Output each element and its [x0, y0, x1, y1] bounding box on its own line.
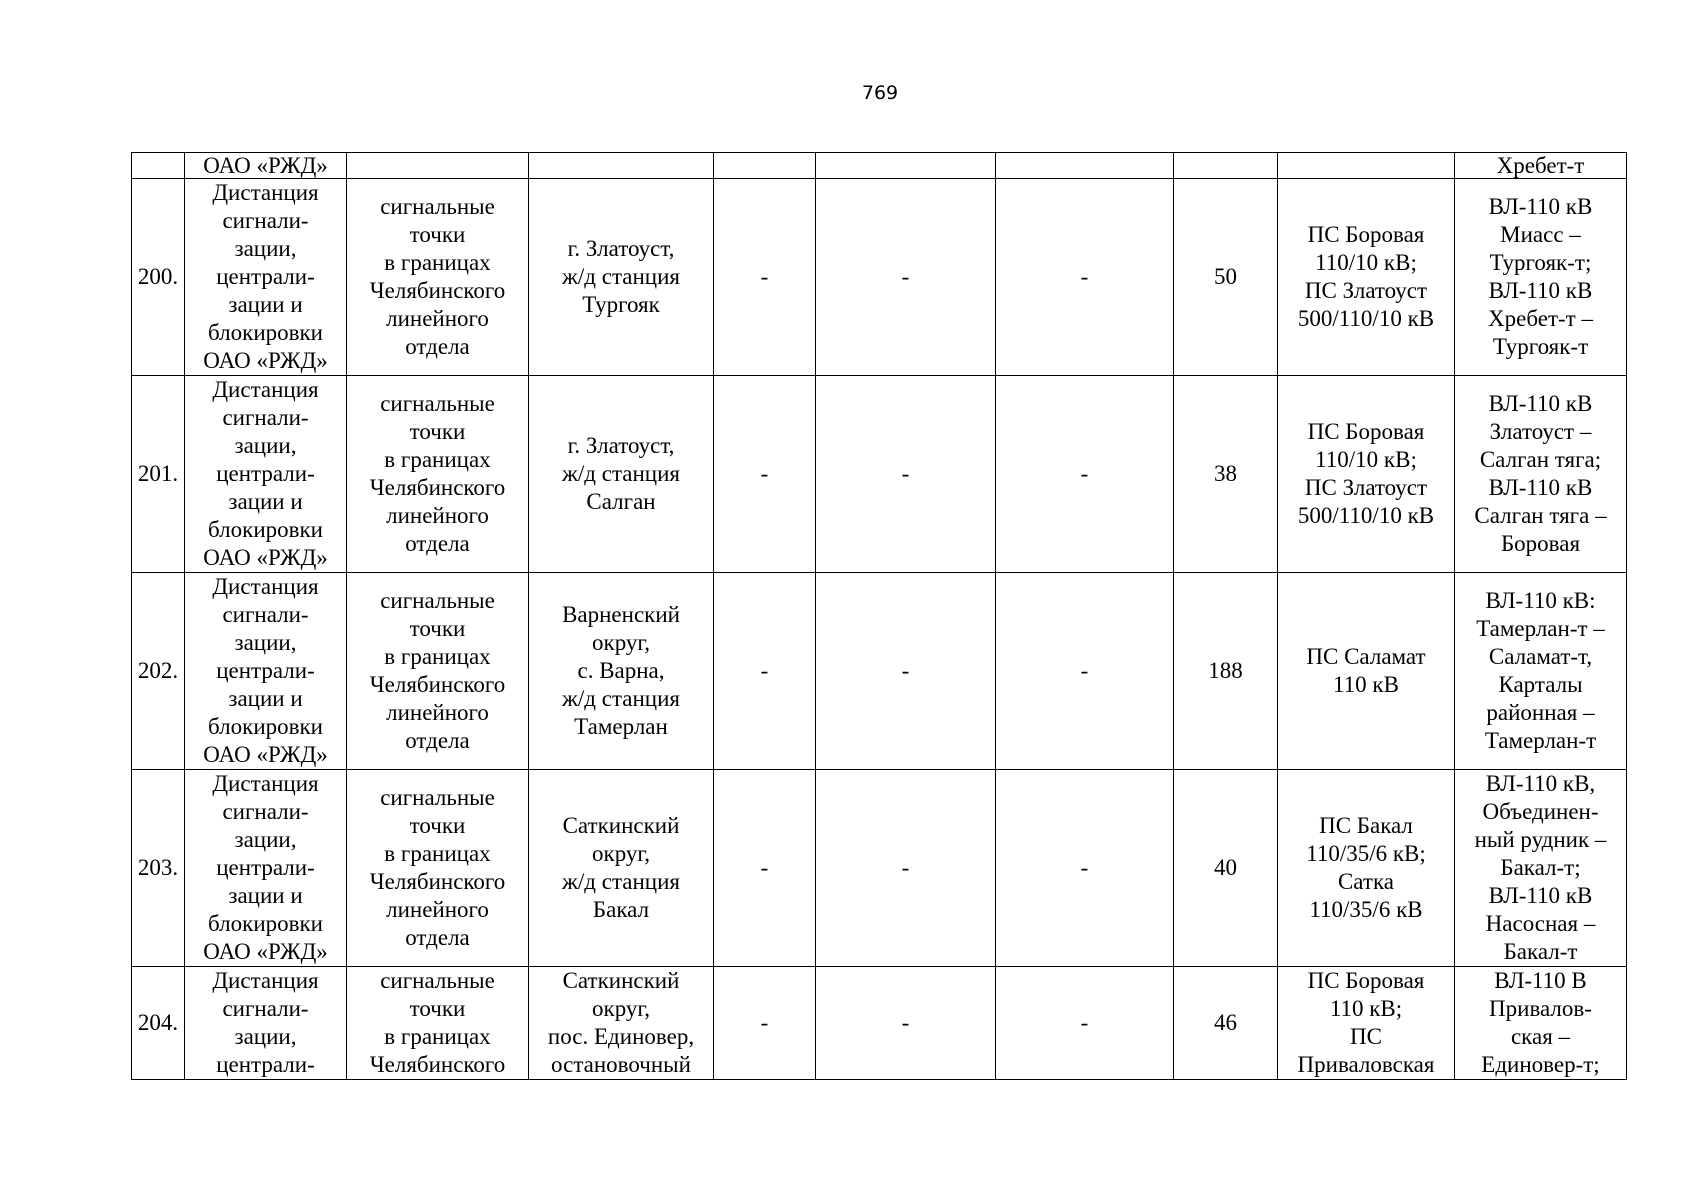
cell-power: 50 — [1174, 179, 1278, 376]
cell-num: 200. — [132, 179, 185, 376]
cell-substation — [1278, 153, 1455, 179]
cell-org: Дистанция сигнали- зации, централи- зации и блокировки ОАО «РЖД» — [185, 770, 347, 967]
cell-col5: - — [714, 967, 816, 1080]
cell-org: Дистанция сигнали- зации, централи- зации и блокировки ОАО «РЖД» — [185, 376, 347, 573]
cell-object: сигнальные точки в границах Челябинского — [347, 967, 529, 1080]
table-row-truncated — [132, 967, 1627, 1080]
cell-power — [1174, 153, 1278, 179]
cell-col7 — [996, 153, 1174, 179]
cell-location: Саткинский округ, пос. Единовер, остановочный — [529, 967, 714, 1080]
cell-col7: - — [996, 179, 1174, 376]
cell-col5: - — [714, 770, 816, 967]
cell-substation: ПС Боровая 110/10 кВ; ПС Златоуст 500/110/10 кВ — [1278, 376, 1455, 573]
cell-object: сигнальные точки в границах Челябинского линейного отдела — [347, 376, 529, 573]
cell-org: ОАО «РЖД» — [185, 153, 347, 179]
cell-org: Дистанция сигнали- зации, централи- зации и блокировки ОАО «РЖД» — [185, 179, 347, 376]
cell-col6 — [816, 153, 996, 179]
cell-col5 — [714, 153, 816, 179]
cell-power: 46 — [1174, 967, 1278, 1080]
cell-col6: - — [816, 573, 996, 770]
cell-power: 38 — [1174, 376, 1278, 573]
cell-num — [132, 153, 185, 179]
cell-substation: ПС Саламат 110 кВ — [1278, 573, 1455, 770]
cell-location: Варненский округ, с. Варна, ж/д станция Тамерлан — [529, 573, 714, 770]
cell-col5: - — [714, 376, 816, 573]
table-row — [132, 376, 1627, 573]
cell-line: ВЛ-110 В Привалов- ская – Единовер-т; — [1455, 967, 1627, 1080]
cell-col7: - — [996, 967, 1174, 1080]
cell-org: Дистанция сигнали- зации, централи- — [185, 967, 347, 1080]
table-row — [132, 770, 1627, 967]
cell-location — [529, 153, 714, 179]
cell-num: 202. — [132, 573, 185, 770]
cell-power: 40 — [1174, 770, 1278, 967]
cell-location: г. Златоуст, ж/д станция Салган — [529, 376, 714, 573]
cell-col6: - — [816, 770, 996, 967]
cell-substation: ПС Боровая 110 кВ; ПС Приваловская — [1278, 967, 1455, 1080]
cell-object — [347, 153, 529, 179]
cell-col7: - — [996, 770, 1174, 967]
cell-location: г. Златоуст, ж/д станция Тургояк — [529, 179, 714, 376]
cell-line: ВЛ-110 кВ Миасс – Тургояк-т; ВЛ-110 кВ Хребет-т – Тургояк-т — [1455, 179, 1627, 376]
cell-num: 203. — [132, 770, 185, 967]
cell-object: сигнальные точки в границах Челябинского линейного отдела — [347, 573, 529, 770]
cell-location: Саткинский округ, ж/д станция Бакал — [529, 770, 714, 967]
cell-substation: ПС Боровая 110/10 кВ; ПС Златоуст 500/110/10 кВ — [1278, 179, 1455, 376]
table-row — [132, 573, 1627, 770]
cell-line: ВЛ-110 кВ: Тамерлан-т – Саламат-т, Карталы районная – Тамерлан-т — [1455, 573, 1627, 770]
cell-col6: - — [816, 967, 996, 1080]
cell-line: Хребет-т — [1455, 153, 1627, 179]
cell-object: сигнальные точки в границах Челябинского линейного отдела — [347, 770, 529, 967]
cell-col6: - — [816, 179, 996, 376]
cell-col5: - — [714, 179, 816, 376]
cell-num: 204. — [132, 967, 185, 1080]
cell-col7: - — [996, 573, 1174, 770]
cell-line: ВЛ-110 кВ, Объединен- ный рудник – Бакал-т; ВЛ-110 кВ Насосная – Бакал-т — [1455, 770, 1627, 967]
cell-org: Дистанция сигнали- зации, централи- зации и блокировки ОАО «РЖД» — [185, 573, 347, 770]
cell-power: 188 — [1174, 573, 1278, 770]
cell-col7: - — [996, 376, 1174, 573]
cell-col5: - — [714, 573, 816, 770]
data-table — [131, 152, 1627, 1080]
cell-num: 201. — [132, 376, 185, 573]
table-row — [132, 179, 1627, 376]
page-number: 769 — [861, 82, 899, 104]
cell-col6: - — [816, 376, 996, 573]
cell-object: сигнальные точки в границах Челябинского линейного отдела — [347, 179, 529, 376]
table-row-continuation — [132, 153, 1627, 179]
cell-substation: ПС Бакал 110/35/6 кВ; Сатка 110/35/6 кВ — [1278, 770, 1455, 967]
cell-line: ВЛ-110 кВ Златоуст – Салган тяга; ВЛ-110 кВ Салган тяга – Боровая — [1455, 376, 1627, 573]
